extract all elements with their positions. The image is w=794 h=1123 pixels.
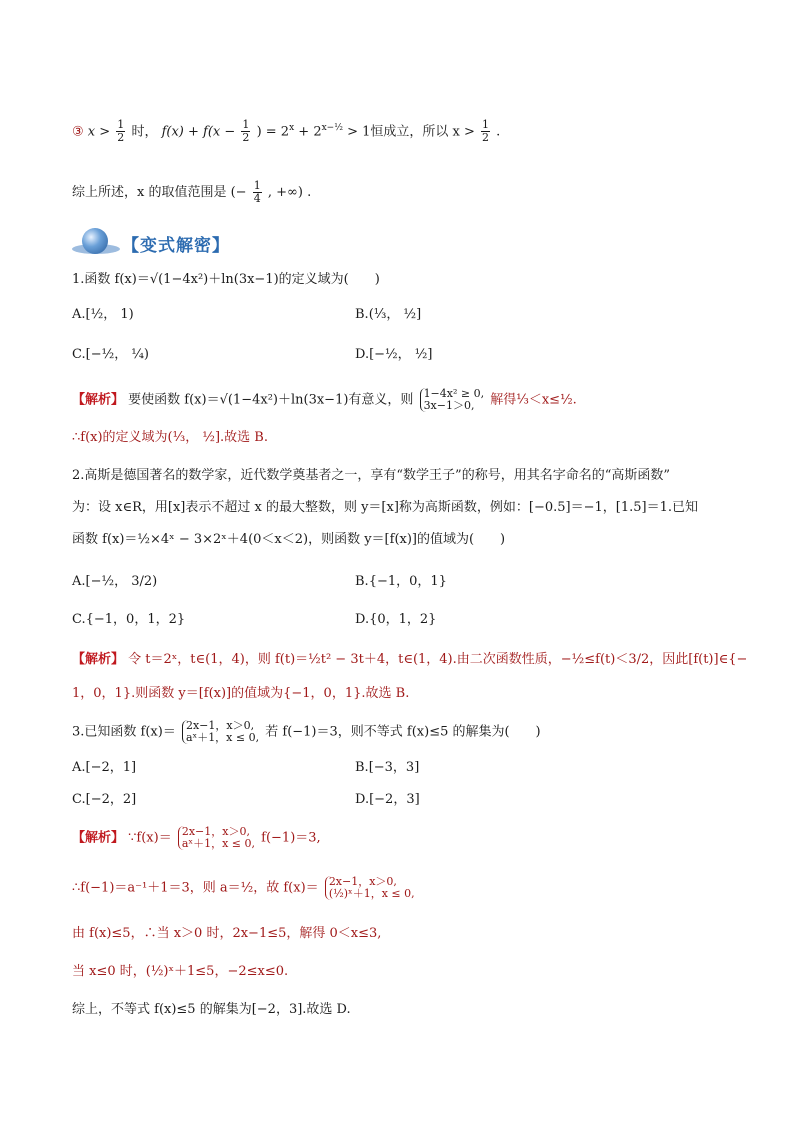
case3-line bbox=[72, 118, 500, 144]
solution-tag: 【解析】 bbox=[72, 392, 125, 408]
option-label: A. bbox=[72, 307, 86, 322]
q1-sol-text2: 解得⅓＜x≤½. bbox=[490, 392, 577, 408]
option-value: [−½， 3/2) bbox=[85, 574, 158, 589]
option-label: D. bbox=[355, 792, 370, 807]
fraction-half: $\frac{1}{2}$ bbox=[117, 118, 125, 145]
case3-eq: = 2 bbox=[265, 124, 290, 140]
option-label: B. bbox=[355, 307, 369, 322]
q3-sol-system2 bbox=[325, 876, 415, 900]
q1-stem: 1.函数 f(x)＝√(1−4x²)＋ln(3x−1)的定义域为( ) bbox=[72, 272, 380, 287]
q2-solution bbox=[72, 650, 747, 670]
option-value: [−3，3] bbox=[368, 760, 420, 775]
option-value: (⅓， ½] bbox=[368, 307, 422, 322]
fraction-quarter: $\frac{1}{4}$ bbox=[253, 179, 261, 205]
q3-solution bbox=[72, 826, 321, 850]
option-label: B. bbox=[355, 760, 369, 775]
q3-sol2-sys1: 2x−1，x＞0, bbox=[328, 875, 397, 888]
q3-stem-a: 3.已知函数 f(x)＝ bbox=[72, 724, 176, 740]
summary-end: . bbox=[307, 185, 312, 200]
q2-stem-1: 2.高斯是德国著名的数学家，近代数学奠基者之一，享有“数学王子”的称号，用其名字命名的“高斯函数” bbox=[72, 468, 670, 483]
q3-option-b bbox=[355, 758, 419, 778]
case3-tail: > 1恒成立，所以 x > bbox=[347, 124, 475, 140]
option-value: {−1，0，1} bbox=[368, 574, 447, 589]
q3-solution-line5: 综上，不等式 f(x)≤5 的解集为[−2，3].故选 D. bbox=[72, 1002, 351, 1017]
option-value: [−½， ¼) bbox=[85, 347, 149, 362]
case3-sup1: x bbox=[289, 123, 295, 133]
option-value: [−2，2] bbox=[85, 792, 137, 807]
q1-sol-text1: 要使函数 f(x)＝√(1−4x²)＋ln(3x−1)有意义，则 bbox=[128, 392, 414, 408]
q2-stem-2: 为：设 x∈R，用[x]表示不超过 x 的最大整数，则 y＝[x]称为高斯函数，例如：[−0.5]＝−1，[1.5]＝1.已知 bbox=[72, 500, 698, 515]
q3-stem-b: 若 f(−1)＝3，则不等式 f(x)≤5 的解集为( ) bbox=[265, 724, 541, 740]
option-label: D. bbox=[355, 347, 370, 362]
q3-sys2: aˣ＋1，x ≤ 0, bbox=[185, 731, 260, 744]
q2-stem-3: 函数 f(x)＝½×4ˣ − 3×2ˣ＋4(0＜x＜2)，则函数 y＝[f(x)]的值域为( ) bbox=[72, 532, 506, 547]
q1-sol-sys1: 1−4x² ≥ 0, bbox=[423, 387, 485, 400]
option-value: [−½， ½] bbox=[369, 347, 433, 362]
case3-prefix: ③ bbox=[72, 124, 84, 140]
section-title: 【变式解密】 bbox=[122, 236, 230, 256]
summary-range-open: (− bbox=[230, 185, 247, 200]
q3-system bbox=[182, 720, 259, 744]
q2-sol-text1: 令 t＝2ˣ，t∈(1，4)，则 f(t)＝½t² − 3t＋4，t∈(1，4).由二次函数性质，−½≤f(t)＜3/2，因此[f(t)]∈{− bbox=[128, 652, 748, 667]
q3-sol-system bbox=[178, 826, 255, 850]
case3-plus: + 2 bbox=[298, 124, 322, 140]
option-value: [½， 1) bbox=[85, 307, 134, 322]
case3-fexpr-end: ) bbox=[256, 124, 262, 140]
case3-end: . bbox=[496, 124, 501, 140]
q3-sol-a: ∵f(x)＝ bbox=[128, 830, 172, 846]
q3-option-c bbox=[72, 790, 136, 810]
q2-solution-line2: 1，0，1}.则函数 y＝[f(x)]的值域为{−1，0，1}.故选 B. bbox=[72, 686, 410, 701]
q2-option-d bbox=[355, 610, 436, 630]
q3-sol-line2a: ∴f(−1)＝a⁻¹＋1＝3，则 a＝½，故 f(x)＝ bbox=[72, 880, 319, 896]
summary-line bbox=[72, 180, 311, 205]
option-value: [−2，1] bbox=[85, 760, 137, 775]
q3-option-d bbox=[355, 790, 420, 810]
option-label: C. bbox=[72, 612, 86, 627]
q3-solution-line4: 当 x≤0 时，(½)ˣ＋1≤5，−2≤x≤0. bbox=[72, 964, 289, 979]
option-label: C. bbox=[72, 792, 86, 807]
q1-sol-system bbox=[420, 388, 485, 412]
section-header bbox=[72, 226, 252, 256]
option-label: D. bbox=[355, 612, 370, 627]
q3-option-a bbox=[72, 758, 136, 778]
q2-option-b bbox=[355, 572, 447, 592]
option-label: B. bbox=[355, 574, 369, 589]
option-label: A. bbox=[72, 574, 86, 589]
q3-stem bbox=[72, 720, 541, 744]
solution-tag: 【解析】 bbox=[72, 652, 125, 667]
q3-sol2-sys2: (½)ˣ＋1，x ≤ 0, bbox=[328, 887, 415, 900]
q3-sol-sys1: 2x−1，x＞0, bbox=[181, 825, 250, 838]
option-value: {0，1，2} bbox=[369, 612, 437, 627]
q1-sol-sys2: 3x−1＞0, bbox=[423, 399, 475, 412]
q3-sys1: 2x−1，x＞0, bbox=[185, 719, 255, 732]
q1-option-c bbox=[72, 345, 149, 365]
option-value: {−1，0，1，2} bbox=[85, 612, 186, 627]
solution-tag: 【解析】 bbox=[72, 830, 125, 846]
q1-solution-line2: ∴f(x)的定义域为(⅓， ½].故选 B. bbox=[72, 430, 268, 445]
summary-range-close: , +∞) bbox=[267, 185, 303, 200]
summary-text: 综上所述，x 的取值范围是 bbox=[72, 185, 227, 200]
option-label: C. bbox=[72, 347, 86, 362]
q1-option-b bbox=[355, 305, 421, 325]
option-label: A. bbox=[72, 760, 86, 775]
q1-option-a bbox=[72, 305, 134, 325]
case3-cond-b: 时， bbox=[131, 124, 158, 140]
q3-sol-b: f(−1)＝3, bbox=[261, 830, 321, 846]
case3-cond: x > bbox=[87, 124, 111, 140]
q1-solution bbox=[72, 388, 577, 412]
globe-icon bbox=[82, 228, 108, 254]
fraction-half: $\frac{1}{2}$ bbox=[482, 118, 490, 145]
option-value: [−2，3] bbox=[369, 792, 420, 807]
fraction-half: $\frac{1}{2}$ bbox=[242, 118, 250, 145]
q2-option-c bbox=[72, 610, 185, 630]
case3-sup2: x−½ bbox=[321, 123, 343, 133]
q2-option-a bbox=[72, 572, 157, 592]
q3-solution-line3: 由 f(x)≤5，∴当 x＞0 时，2x−1≤5，解得 0＜x≤3, bbox=[72, 926, 382, 941]
q3-sol-sys2: aˣ＋1，x ≤ 0, bbox=[181, 837, 255, 850]
q1-option-d bbox=[355, 345, 432, 365]
case3-fexpr: f(x) + f(x − bbox=[161, 124, 236, 140]
q3-solution-line2 bbox=[72, 876, 417, 900]
